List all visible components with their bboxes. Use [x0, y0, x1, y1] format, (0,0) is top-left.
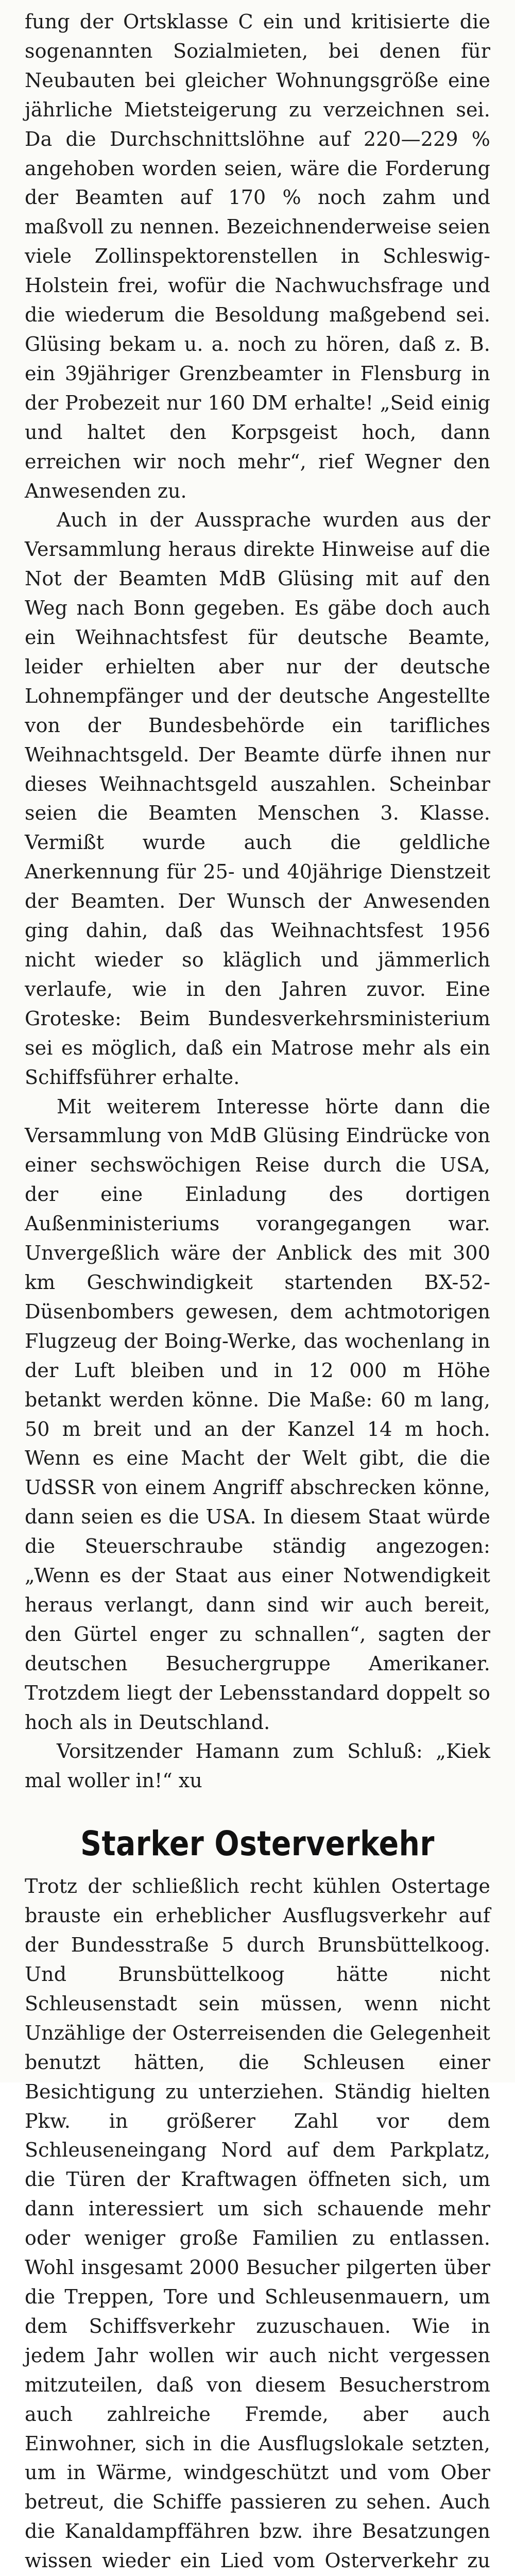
article-osterverkehr: [25, 1822, 490, 2576]
article-beamten-versammlung: [25, 7, 490, 1795]
article-closing-line: Vorsitzender Hamann zum Schluß: „Kiek mal woller in!“ xu: [25, 1740, 490, 1792]
article-headline: Starker Osterverkehr: [80, 1824, 435, 1864]
newspaper-column: [25, 7, 490, 2576]
article-paragraph: Auch in der Aussprache wurden aus der Versammlung heraus direkte Hinweise auf die Not der Beamten MdB Glüsing mit auf den Weg nach Bonn gegeben. Es gäbe doch auch ein Weihnachtsfest für deutsche Beamte, leider erhielten aber nur der deutsche Lohnempfänger und der deutsche Angestellte von der Bundesbehörde ein tarifliches Weihnachtsgeld. Der Beamte dürfe ihnen nur dieses Weihnachtsgeld auszahlen. Scheinbar seien die Beamten Menschen 3. Klasse. Vermißt wurde auch die geldliche Anerkennung für 25- und 40jährige Dienstzeit der Beamten. Der Wunsch der Anwesenden ging dahin, daß das Weihnachtsfest 1956 nicht wieder so kläglich und jämmerlich verlaufe, wie in den Jahren zuvor. Eine Groteske: Beim Bundesverkehrsministerium sei es möglich, daß ein Matrose mehr als ein Schiffsführer erhalte.: [25, 509, 490, 1089]
article-paragraph: Mit weiterem Interesse hörte dann die Versammlung von MdB Glüsing Eindrücke von einer sechswöchigen Reise durch die USA, der eine Einladung des dortigen Außenministeriums vorangegangen war. Unvergeßlich wäre der Anblick des mit 300 km Geschwindigkeit startenden BX-52-Düsenbombers gewesen, dem achtmotorigen Flugzeug der Boing-Werke, das wochenlang in der Luft bleiben und in 12 000 m Höhe betankt werden könne. Die Maße: 60 m lang, 50 m breit und an der Kanzel 14 m hoch. Wenn es eine Macht der Welt gibt, die die UdSSR von einem Angriff abschrecken könne, dann seien es die USA. In diesem Staat würde die Steuerschraube ständig angezogen: „Wenn es der Staat aus einer Notwendigkeit heraus verlangt, dann sind wir auch bereit, den Gürtel enger zu schnallen“, sagten der deutschen Besuchergruppe Amerikaner. Trotzdem liegt der Lebensstandard doppelt so hoch als in Deutschland.: [25, 1095, 490, 1734]
article-paragraph: fung der Ortsklasse C ein und kritisierte die sogenannten Sozialmieten, bei denen für Neubauten bei gleicher Wohnungsgröße eine jährliche Mietsteigerung zu verzeichnen sei. Da die Durchschnittslöhne auf 220—229 % angehoben worden seien, wäre die Forderung der Beamten auf 170 % noch zahm und maßvoll zu nennen. Bezeichnenderweise seien viele Zollinspektorenstellen in Schleswig-Holstein frei, wofür die Nachwuchsfrage und die wiederum die Besoldung maßgebend sei. Glüsing bekam u. a. noch zu hören, daß z. B. ein 39jähriger Grenzbeamter in Flensburg in der Probezeit nur 160 DM erhalte! „Seid einig und haltet den Korpsgeist hoch, dann erreichen wir noch mehr“, rief Wegner den Anwesenden zu.: [25, 10, 490, 502]
article-paragraph: Trotz der schließlich recht kühlen Ostertage brauste ein erheblicher Ausflugsverkehr auf der Bundesstraße 5 durch Brunsbüttelkoog. Und Brunsbüttelkoog hätte nicht Schleusenstadt sein müssen, wenn nicht Unzählige der Osterreisenden die Gelegenheit benutzt hätten, die Schleusen einer Besichtigung zu unterziehen. Ständig hielten Pkw. in größerer Zahl vor dem Schleuseneingang Nord auf dem Parkplatz, die Türen der Kraftwagen öffneten sich, um dann interessiert um sich schauende mehr oder weniger große Familien zu entlassen. Wohl insgesamt 2000 Besucher pilgerten über die Treppen, Tore und Schleusenmauern, um dem Schiffsverkehr zuzuschauen. Wie in jedem Jahr wollen wir auch nicht vergessen mitzuteilen, daß von diesem Besucherstrom auch zahlreiche Fremde, aber auch Einwohner, sich in die Ausflugslokale setzten, um in Wärme, windgeschützt und vom Ober betreut, die Schiffe passieren zu sehen. Auch die Kanaldampffähren bzw. ihre Besatzungen wissen wieder ein Lied vom Osterverkehr zu: [25, 1875, 490, 2572]
